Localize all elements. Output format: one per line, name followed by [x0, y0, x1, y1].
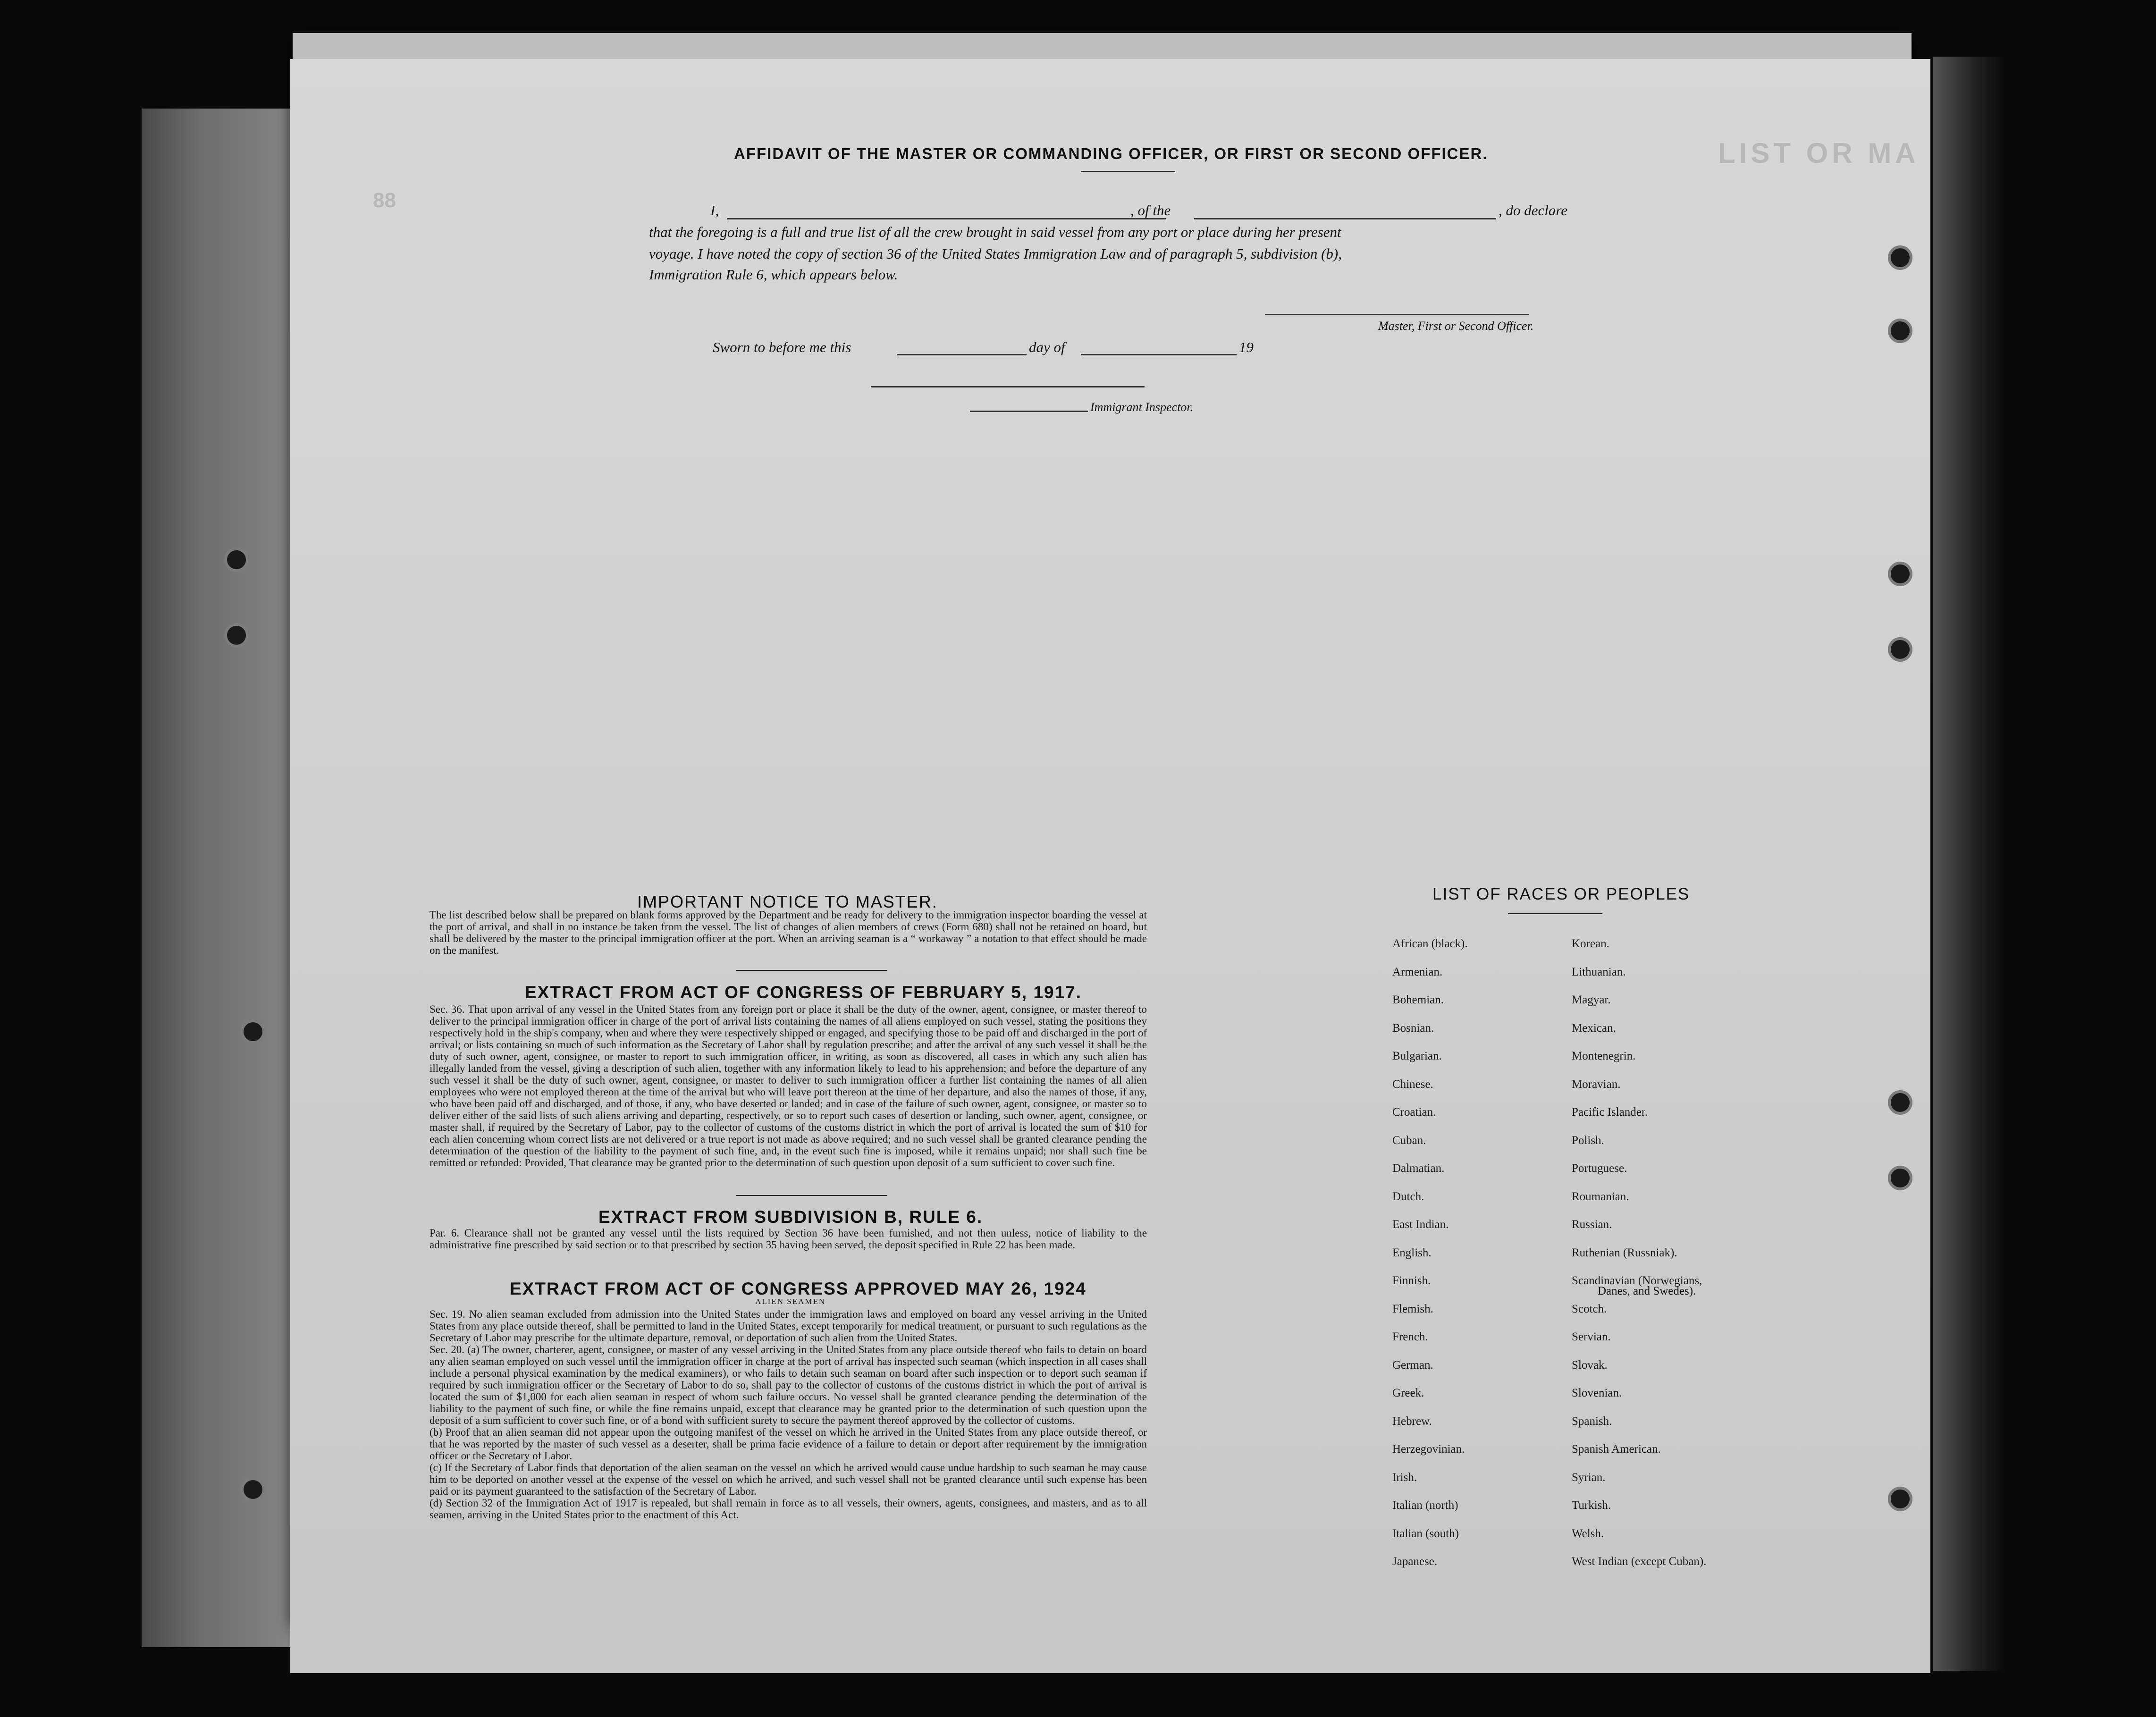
race-item: Bohemian. [1392, 993, 1444, 1006]
affidavit-declare: , do declare [1499, 202, 1568, 219]
extract-1924-sec20a: Sec. 20. (a) The owner, charterer, agent, consignee, or master of any vessel arriving in the United States from any place outside thereof who fails to detain on board any alien seaman employed on such vessel until the immigration officer in charge at the port of arrival has inspected such seaman (which inspection in all cases shall include a personal physical examination by the medical examiners), or who fails to detain such seaman on board after such inspection or to deport such seaman if required by such immigration officer or the Secretary of Labor to do so, shall pay to the collector of customs of the customs district in which the port of arrival is located the sum of $1,000 for each alien seaman in respect of whom such failure occurs. No vessel shall be granted clearance pending the determination of the liability to the payment of such fine, or while the fine remains unpaid, except that clearance may be granted prior to the determination of such question upon the deposit of a sum sufficient to cover such fine, or of a bond with sufficient surety to secure the payment thereof approved by the collector of customs. [430, 1344, 1147, 1426]
inspector-dash [970, 411, 1088, 412]
sworn-text: Sworn to before me this [713, 339, 851, 355]
binder-hole-icon [224, 547, 249, 572]
binder-hole-icon [1888, 1166, 1912, 1190]
race-item: Pacific Islander. [1572, 1106, 1648, 1119]
binding-strip [142, 109, 312, 1647]
race-item: German. [1392, 1358, 1433, 1372]
extract-1917-title: EXTRACT FROM ACT OF CONGRESS OF FEBRUARY 5, 1917. [525, 983, 1082, 1002]
race-item: Cuban. [1392, 1134, 1426, 1147]
notice-text: The list described below shall be prepared on blank forms approved by the Department and be ready for delivery to the immigration inspector boarding the vessel at the port of arrival, and shall in no instance be taken from the vessel. The list of changes of alien members of crews (Form 680) shall not be retained on board, but shall be delivered by the master to the principal immigration officer at the port. When an arriving seaman is a “ workaway ” a notation to that effect should be made on the manifest. [430, 909, 1147, 956]
races-column-1 [1392, 930, 1468, 1576]
race-item: Lithuanian. [1572, 965, 1626, 978]
race-item: Italian (north) [1392, 1499, 1458, 1512]
extract-1917-rule [736, 1195, 887, 1196]
races-title: LIST OF RACES OR PEOPLES [1432, 885, 1690, 903]
race-item: Flemish. [1392, 1302, 1433, 1315]
extract-1924-sec19: Sec. 19. No alien seaman excluded from admission into the United States under the immigration laws and employed on board any vessel arriving in the United States from any place outside thereof, shall be permitted to land in the United States, except temporarily for medical treatment, or pursuant to such regulations as the Secretary of Labor may prescribe for the ultimate departure, removal, or deportation of such alien from the United States. [430, 1308, 1147, 1344]
extract-1924-sec20d: (d) Section 32 of the Immigration Act of 1917 is repealed, but shall remain in force as to all vessels, their owners, agents, consignees, and masters, and as to all seamen, arriving in the United States prior to the enactment of this Act. [430, 1497, 1147, 1521]
extract-1917-text: Sec. 36. That upon arrival of any vessel in the United States from any foreign port or place it shall be the duty of the owner, agent, consignee, or master thereof to deliver to the principal immigration officer in charge of the port of arrival lists containing the names of all aliens employed on such vessel, stating the positions they respectively hold in the ship's company, when and where they were respectively shipped or engaged, and specifying those to be paid off and discharged in the port of arrival; or lists containing so much of such information as the Secretary of Labor shall by regulation prescribe; and after the arrival of any such vessel it shall be the duty of such owner, agent, consignee, or master to report to such immigration officer, in writing, as soon as discovered, all cases in which any such alien has illegally landed from the vessel, giving a description of such alien, together with any information likely to lead to his apprehension; and before the departure of any such vessel it shall be the duty of such owner, agent, consignee, or master to deliver to such immigration officer a further list containing the names of all alien employees who were not employed thereon at the time of the arrival but who will leave port thereon at the time of her departure, and also the names of those, if any, who have been paid off and discharged, and of those, if any, who have deserted or landed; and in case of the failure of such owner, agent, consignee, or master so to deliver either of the said lists of such aliens arriving and departing, respectively, or so to report such cases of desertion or landing, such owner, agent, consignee, or master shall, if required by the Secretary of Labor, pay to the collector of customs of the customs district in which the port of arrival is located the sum of $10 for each alien concerning whom correct lists are not delivered or a true report is not made as above required; and no such vessel shall be granted clearance pending the determination of the question of the liability to the payment of such fine, and, in the event such fine is imposed, while it remains unpaid; nor shall such fine be remitted or refunded: Provided, That clearance may be granted prior to the determination of such question upon deposit of a sum sufficient to cover such fine. [430, 1003, 1147, 1169]
notice-title: IMPORTANT NOTICE TO MASTER. [637, 892, 938, 911]
inspector-label: Immigrant Inspector. [1090, 400, 1194, 414]
race-item: Herzegovinian. [1392, 1443, 1465, 1456]
binder-hole-icon [1888, 245, 1912, 270]
name-blank [727, 218, 1166, 219]
binder-hole-icon [241, 1019, 265, 1044]
sworn-day-blank [897, 354, 1027, 355]
extract-1924-sec20c: (c) If the Secretary of Labor finds that deportation of the alien seaman on the vessel on which he arrived would cause undue hardship to such seaman he may cause him to be deported on another vessel at the expense of the vessel on which he arrived, and such vessel shall not be granted clearance until such expense has been paid or its payment guaranteed to the satisfaction of the Secretary of Labor. [430, 1462, 1147, 1497]
affidavit-i: I, [710, 202, 719, 219]
race-item: Dutch. [1392, 1190, 1424, 1203]
race-item: Slovak. [1572, 1358, 1608, 1372]
title-rule [1081, 171, 1175, 172]
race-item: Irish. [1392, 1471, 1417, 1484]
binder-hole-icon [1888, 637, 1912, 662]
extract-rule6-title: EXTRACT FROM SUBDIVISION B, RULE 6. [598, 1207, 983, 1227]
race-item: Polish. [1572, 1134, 1604, 1147]
race-item: Roumanian. [1572, 1190, 1629, 1203]
race-item: Portuguese. [1572, 1162, 1627, 1175]
extract-1924-title: EXTRACT FROM ACT OF CONGRESS APPROVED MAY 26, 1924 [510, 1279, 1086, 1298]
affidavit-title: AFFIDAVIT OF THE MASTER OR COMMANDING OFFICER, OR FIRST OR SECOND OFFICER. [734, 145, 1488, 162]
race-item: Armenian. [1392, 965, 1443, 978]
race-item: Spanish American. [1572, 1443, 1661, 1456]
race-item: Finnish. [1392, 1274, 1431, 1287]
race-item: Japanese. [1392, 1555, 1438, 1568]
master-signature-label: Master, First or Second Officer. [1378, 319, 1534, 333]
race-item: Syrian. [1572, 1471, 1606, 1484]
race-item: French. [1392, 1330, 1428, 1343]
affidavit-line3: voyage. I have noted the copy of section 36 of the United States Immigration Law and of paragraph 5, subdivision (b), [649, 245, 1342, 262]
binder-hole-icon [224, 623, 249, 648]
binder-hole-icon [1888, 562, 1912, 586]
affidavit-of-the: , of the [1130, 202, 1171, 219]
race-item: Magyar. [1572, 993, 1611, 1006]
race-item: Mexican. [1572, 1021, 1616, 1035]
race-item: Greek. [1392, 1387, 1424, 1399]
race-item: Turkish. [1572, 1499, 1611, 1512]
race-item: Korean. [1572, 937, 1609, 950]
binder-hole-icon [1888, 1487, 1912, 1511]
race-item: Scotch. [1572, 1302, 1607, 1315]
vessel-blank [1194, 218, 1496, 219]
affidavit-line4: Immigration Rule 6, which appears below. [649, 266, 898, 283]
race-item: Servian. [1572, 1330, 1611, 1343]
day-of-text: day of [1029, 339, 1065, 355]
race-item: English. [1392, 1246, 1432, 1259]
year-prefix: 19 [1239, 339, 1254, 355]
race-item: Scandinavian (Norwegians, [1572, 1274, 1702, 1287]
race-item: Dalmatian. [1392, 1162, 1445, 1175]
race-item: West Indian (except Cuban). [1572, 1555, 1707, 1568]
binder-hole-icon [241, 1477, 265, 1502]
race-item: Spanish. [1572, 1414, 1612, 1428]
binder-hole-icon [1888, 319, 1912, 343]
extract-1924-body [430, 1308, 1147, 1521]
master-signature-line [1265, 314, 1529, 315]
notice-rule [736, 970, 887, 971]
race-item: Bosnian. [1392, 1021, 1434, 1035]
race-item: Montenegrin. [1572, 1050, 1636, 1062]
race-item: Croatian. [1392, 1106, 1436, 1119]
page-edge-shadow [1933, 57, 2004, 1671]
race-item: Ruthenian (Russniak). [1572, 1246, 1677, 1259]
affidavit-line2: that the foregoing is a full and true list of all the crew brought in said vessel from any port or place during her present [649, 224, 1341, 240]
binder-hole-icon [1888, 1090, 1912, 1115]
race-item: Bulgarian. [1392, 1050, 1442, 1062]
extract-1924-sec20b: (b) Proof that an alien seaman did not appear upon the outgoing manifest of the vessel on which he arrived in the United States from any place outside thereof, or that he was reported by the master of such vessel as a deserter, shall be prima facie evidence of a failure to detain or deport after requirement by the immigration officer or the Secretary of Labor. [430, 1426, 1147, 1462]
bleed-through-title: LIST OR MA [1718, 137, 1920, 169]
page-number: 88 [373, 189, 396, 212]
race-item: Russian. [1572, 1218, 1612, 1231]
inspector-signature-line [871, 386, 1145, 387]
extract-1924-subtitle: ALIEN SEAMEN [755, 1297, 826, 1306]
race-item: Italian (south) [1392, 1527, 1459, 1540]
race-item: Hebrew. [1392, 1414, 1432, 1428]
race-item: Moravian. [1572, 1077, 1621, 1091]
races-scandinavian-note: Danes, and Swedes). [1598, 1285, 1696, 1297]
race-item: Slovenian. [1572, 1387, 1622, 1399]
race-item: African (black). [1392, 937, 1468, 950]
race-item: East Indian. [1392, 1218, 1449, 1231]
extract-rule6-text: Par. 6. Clearance shall not be granted any vessel until the lists required by Section 36 have been furnished, and not then unless, notice of liability to the administrative fine prescribed by said section or to that prescribed by section 35 having been served, the deposit specified in Rule 22 has been made. [430, 1227, 1147, 1251]
race-item: Chinese. [1392, 1077, 1433, 1091]
races-column-2 [1572, 930, 1706, 1576]
races-rule [1508, 913, 1602, 914]
sworn-month-blank [1081, 354, 1237, 355]
race-item: Welsh. [1572, 1527, 1604, 1540]
